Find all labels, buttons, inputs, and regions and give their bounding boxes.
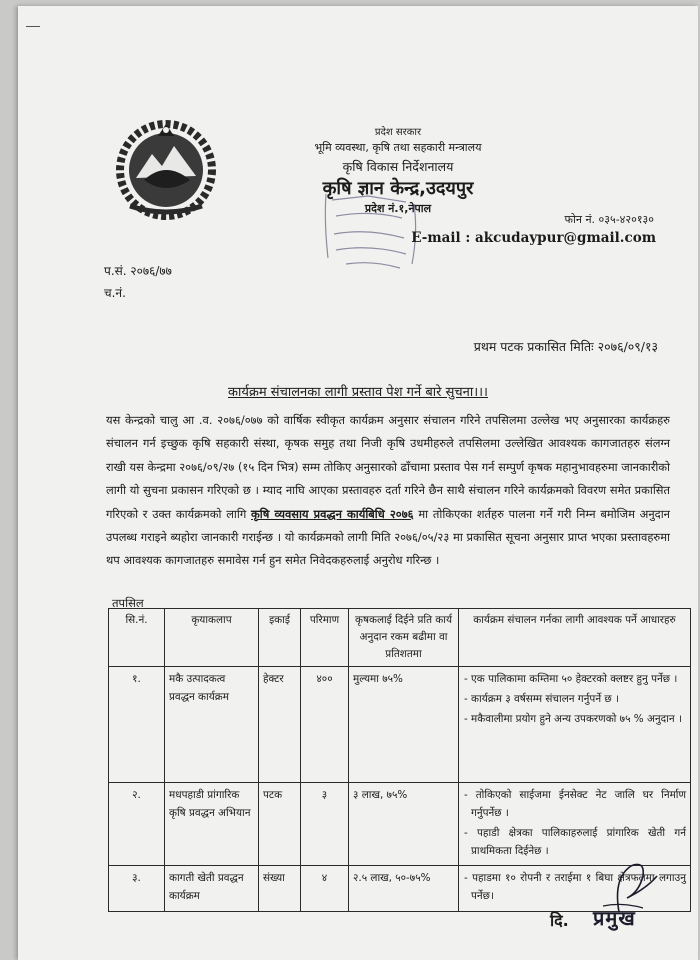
notice-body-part1: यस केन्द्रको चालु आ .व. २०७६/०७७ को वार्षिक स्वीकृत कार्यक्रम अनुसार संचालन गरिने तपसिलमा उल्लेख भए अनुसारका कार्यक्रहरु संचालन गर्न इच्छुक कृषि सहकारी संस्था, कृषक समुह तथा निजी कृषि उधमीहरुले तपसिलमा उल्लेखित आवश्यक कागजातहरु संलग्न राखी यस केन्द्रमा २०७६/०९/२७ (१५ दिन भित्र) सम्म तोकिए अनुसारको ढाँचामा प्रस्ताव पेस गर्न सम्पुर्ण कृषक महानुभावहरुमा जानकारीको लागी यो सुचना प्रकासन गरिएको छ । म्याद नाघि आएका प्रस्तावहरु दर्ता गरिने छैन साथै संचालन गरिने कार्यक्रमको विवरण समेत प्रकासित गरिएको र उक्त कार्यक्रमको लागि <box>106 413 670 521</box>
header-line-province-address: प्रदेश नं.१,नेपाल <box>364 202 432 215</box>
requirement-item: - एक पालिकामा कम्तिमा ५० हेक्टरको क्लष्टर हुनु पर्नेछ । <box>464 673 678 685</box>
reference-number: प.सं. २०७६/७७ <box>104 264 172 278</box>
notice-title-text: कार्यक्रम संचालनका लागी प्रस्ताव पेश गर्ने बारे सुचना।।। <box>228 385 488 400</box>
header-sn: सि.नं. <box>109 609 165 667</box>
cell-activity: मकै उत्पादकत्व प्रवद्धन कार्यक्रम <box>165 667 259 783</box>
cell-requirements <box>459 667 691 783</box>
cell-quantity: ३ <box>301 783 349 866</box>
cell-unit: हेक्टर <box>259 667 301 783</box>
notice-body-emphasis: कृषि व्यवसाय प्रवद्धन कार्यबिधि २०७६ <box>251 506 414 521</box>
notice-title <box>18 382 698 400</box>
dispatch-number: च.नं. <box>104 286 126 300</box>
cell-activity: कागती खेती प्रवद्धन कार्यक्रम <box>165 866 259 912</box>
header-quantity: परिमाण <box>301 609 349 667</box>
header-requirements: कार्यक्रम संचालन गर्नका लागी आवश्यक पर्ने आधारहरु <box>459 609 691 667</box>
cell-quantity: ४ <box>301 866 349 912</box>
requirement-item: - मकैवालीमा प्रयोग हुने अन्य उपकरणको ७५ % अनुदान । <box>464 713 682 725</box>
header-line-ministry: भूमि व्यवस्था, कृषि तथा सहकारी मन्त्रालय <box>314 141 482 154</box>
cell-activity: मधपहाडी प्रांगारिक कृषि प्रवद्धन अभियान <box>165 783 259 866</box>
cell-unit: पटक <box>259 783 301 866</box>
header-line-directorate: कृषि विकास निर्देशनालय <box>342 159 454 174</box>
cell-grant: २.५ लाख, ५०-७५% <box>349 866 459 912</box>
requirement-item: - पहाडमा १० रोपनी र तराईमा १ बिघा क्षेत्रफलमा लगाउनु पर्नेछ। <box>464 872 686 902</box>
table-row <box>109 783 691 866</box>
email-address: E-mail : akcudaypur@gmail.com <box>411 230 656 246</box>
cell-unit: संख्या <box>259 866 301 912</box>
cell-grant: ३ लाख, ७५% <box>349 783 459 866</box>
requirement-item: - तोकिएको साईजमा ईनसेक्ट नेट जालि घर निर्माण गर्नुपर्नेछ । <box>464 789 686 819</box>
signature-date-prefix: दि. <box>550 911 569 930</box>
header-unit: इकाई <box>259 609 301 667</box>
header-line-office-name: कृषि ज्ञान केन्द्र,उदयपुर <box>322 178 474 199</box>
cell-quantity: ४०० <box>301 667 349 783</box>
published-date: प्रथम पटक प्रकासित मितिः २०७६/०९/१३ <box>473 339 658 354</box>
table-row <box>109 667 691 783</box>
header-grant: कृषकलाई दिईने प्रति कार्य अनुदान रकम बढीमा वा प्रतिशतमा <box>349 609 459 667</box>
cell-sn: ३. <box>109 866 165 912</box>
notice-body-part2: मा तोकिएका शर्तहरु पालना गर्ने गरी निम्न बमोजिम अनुदान उपलब्ध गराइने ब्यहोरा जानकारी गराईन्छ । यो कार्यक्रमको लागी मिति २०७६/०५/२३ मा प्रकासित सूचना अनुसार प्राप्त भएका प्रस्तावहरुमा थप आवश्यक कागजातहरु समावेस गर्न हुन समेत निवेदकहरुलाई अनुरोध गरिन्छ । <box>106 506 671 568</box>
table-header-row <box>109 609 691 667</box>
cell-sn: २. <box>109 783 165 866</box>
notice-body <box>106 409 670 573</box>
document-page <box>18 6 698 960</box>
cell-requirements <box>459 783 691 866</box>
requirement-item: - कार्यक्रम ३ वर्षसम्म संचालन गर्नुपर्ने छ । <box>464 693 619 705</box>
page-corner-mark <box>26 26 40 27</box>
signatory-title: प्रमुख <box>593 906 636 930</box>
phone-number: फोन नं. ०३५-४२०१३० <box>564 213 654 226</box>
cell-grant: मुल्यमा ७५% <box>349 667 459 783</box>
header-activity: कृयाकलाप <box>165 609 259 667</box>
schedule-label: तपसिल <box>112 596 144 610</box>
requirement-item: - पहाडी क्षेत्रका पालिकाहरुलाई प्रांगारिक खेती गर्न प्राथमिकता दिईनेछ । <box>464 827 686 857</box>
cell-sn: १. <box>109 667 165 783</box>
nepal-emblem-icon <box>114 116 218 220</box>
header-line-province-govt: प्रदेश सरकार <box>374 127 422 138</box>
